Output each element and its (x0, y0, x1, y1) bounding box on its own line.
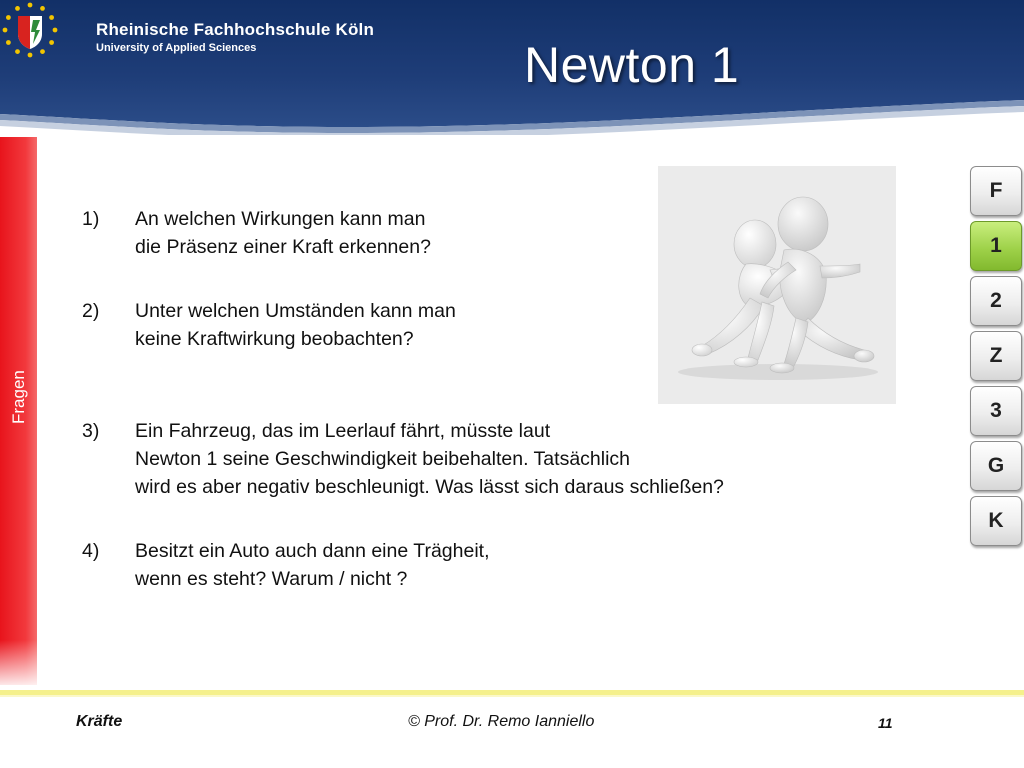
illustration-pushing-figures (658, 166, 896, 404)
nav-button-3[interactable]: 3 (970, 386, 1022, 436)
footer-author: © Prof. Dr. Remo Ianniello (408, 713, 595, 730)
question-line: Unter welchen Umständen kann man (135, 300, 456, 322)
question-number: 4) (82, 540, 100, 562)
question-line: wird es aber negativ beschleunigt. Was lässt sich daraus schließen? (135, 476, 724, 498)
side-bar-fade (0, 640, 37, 690)
question-line: wenn es steht? Warum / nicht ? (135, 568, 408, 590)
nav-button-1[interactable]: 1 (970, 221, 1022, 271)
question-line: die Präsenz einer Kraft erkennen? (135, 236, 431, 258)
university-logo (0, 0, 60, 60)
footer-topic: Kräfte (76, 713, 123, 730)
nav-button-g[interactable]: G (970, 441, 1022, 491)
nav-button-2[interactable]: 2 (970, 276, 1022, 326)
nav-button-z[interactable]: Z (970, 331, 1022, 381)
institution-subtitle: University of Applied Sciences (96, 42, 257, 54)
footer-divider-light (0, 695, 1024, 697)
institution-name: Rheinische Fachhochschule Köln (96, 20, 375, 39)
question-line: Newton 1 seine Geschwindigkeit beibehalten. Tatsächlich (135, 448, 631, 470)
question-line: Ein Fahrzeug, das im Leerlauf fährt, müsste laut (135, 420, 551, 442)
question-number: 1) (82, 208, 100, 230)
slide-title: Newton 1 (524, 37, 740, 93)
nav-button-k[interactable]: K (970, 496, 1022, 546)
question-number: 3) (82, 420, 100, 442)
question-number: 2) (82, 300, 100, 322)
footer-page-number: 11 (878, 715, 893, 731)
side-bar-label: Fragen (9, 370, 28, 424)
pushing-figures-image (658, 166, 896, 404)
question-line: Besitzt ein Auto auch dann eine Trägheit, (135, 540, 490, 562)
question-line: An welchen Wirkungen kann man (135, 208, 426, 230)
nav-button-f[interactable]: F (970, 166, 1022, 216)
question-line: keine Kraftwirkung beobachten? (135, 328, 414, 350)
header-banner (0, 0, 1024, 135)
